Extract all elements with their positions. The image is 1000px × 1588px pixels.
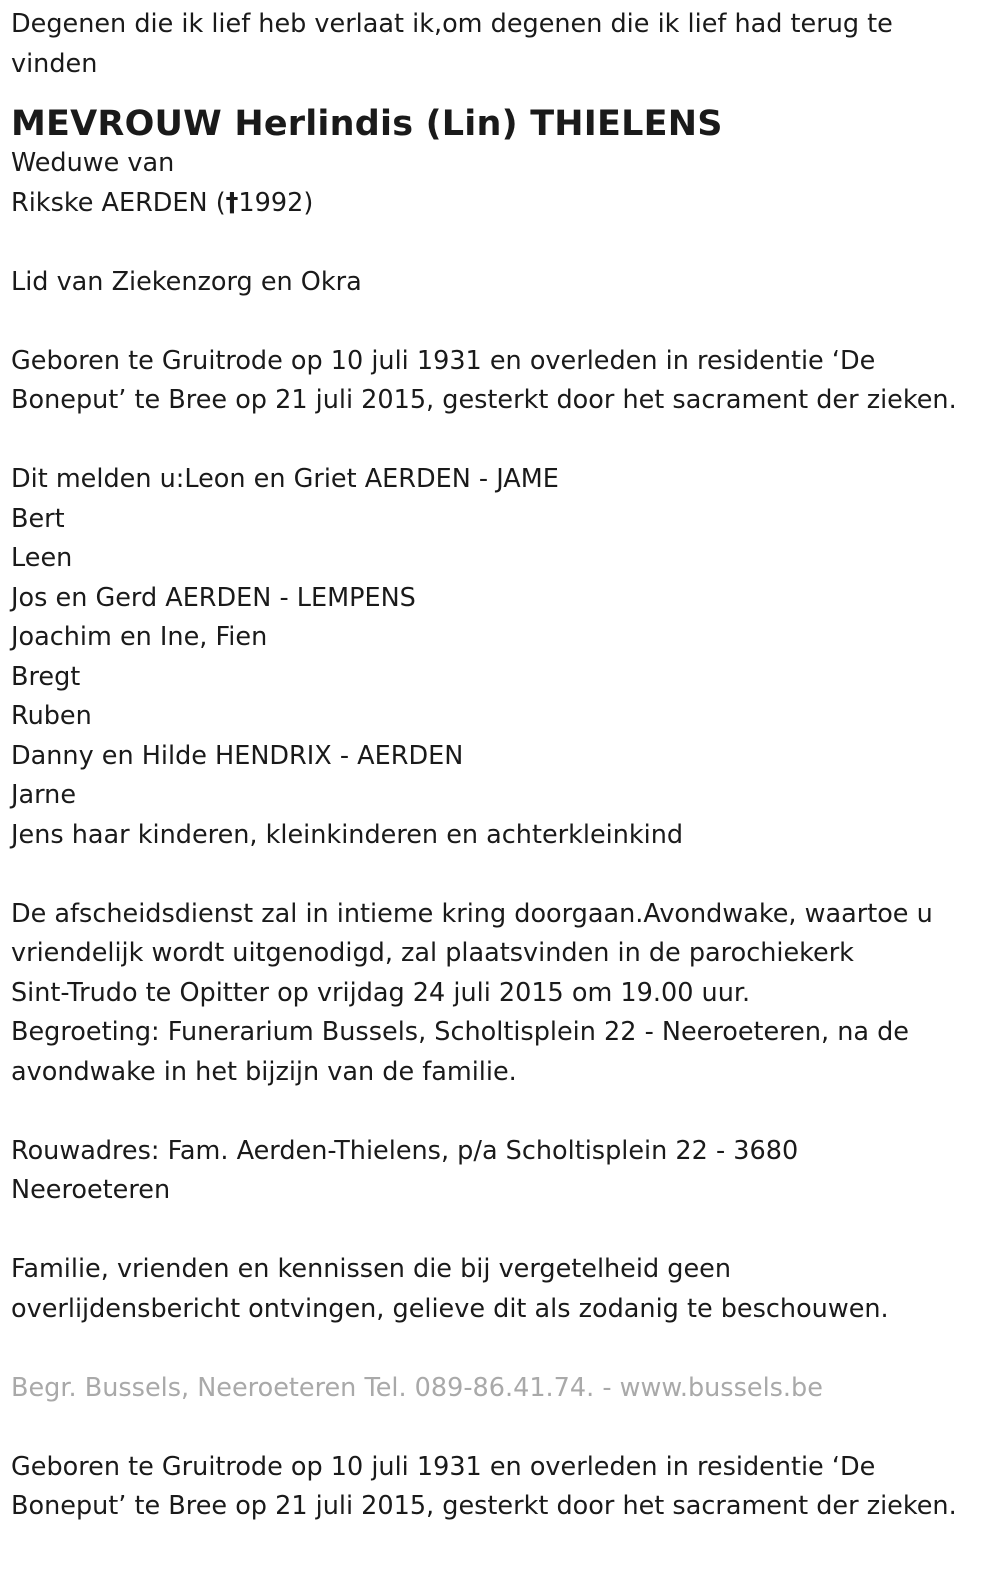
service-line-3: Sint-Trudo te Opitter op vrijdag 24 juli 2015 om 19.00 uur. bbox=[11, 977, 751, 1008]
spacer bbox=[11, 302, 986, 342]
service-line-1: De afscheidsdienst zal in intieme kring doorgaan.Avondwake, waartoe u bbox=[11, 898, 933, 929]
notice-line-2: overlijdensbericht ontvingen, gelieve dit als zodanig te beschouwen. bbox=[11, 1293, 889, 1324]
cross-icon: † bbox=[225, 187, 239, 218]
spouse-line bbox=[11, 184, 986, 224]
obituary-document bbox=[11, 5, 986, 1527]
funeral-home-footer: Begr. Bussels, Neeroeteren Tel. 089-86.41.74. - www.bussels.be bbox=[11, 1372, 823, 1403]
spacer bbox=[11, 1329, 986, 1369]
family-line: Dit melden u:Leon en Griet AERDEN - JAME bbox=[11, 464, 559, 494]
family-line: Danny en Hilde HENDRIX - AERDEN bbox=[11, 740, 464, 771]
family-line: Jens haar kinderen, kleinkinderen en achterkleinkind bbox=[11, 819, 684, 850]
family-line: Bregt bbox=[11, 661, 81, 692]
family-line: Joachim en Ine, Fien bbox=[11, 622, 268, 652]
membership: Lid van Ziekenzorg en Okra bbox=[11, 266, 362, 297]
motto-line-2: vinden bbox=[11, 48, 98, 79]
spacer bbox=[11, 223, 986, 263]
service-line-4: Begroeting: Funerarium Bussels, Scholtisplein 22 - Neeroeteren, na de bbox=[11, 1017, 909, 1047]
spacer bbox=[11, 1408, 986, 1448]
service-line-5: avondwake in het bijzijn van de familie. bbox=[11, 1056, 517, 1087]
motto-line-1: Degenen die ik lief heb verlaat ik,om degenen die ik lief had terug te bbox=[11, 9, 893, 39]
service-line-2: vriendelijk wordt uitgenodigd, zal plaatsvinden in de parochiekerk bbox=[11, 938, 854, 968]
family-line: Bert bbox=[11, 503, 65, 534]
address-line-2: Neeroeteren bbox=[11, 1175, 171, 1205]
family-line: Jos en Gerd AERDEN - LEMPENS bbox=[11, 582, 416, 613]
birth-death-repeat-line-2: Boneput’ te Bree op 21 juli 2015, gesterkt door het sacrament der zieken. bbox=[11, 1491, 957, 1521]
deceased-name: MEVROUW Herlindis (Lin) THIELENS bbox=[11, 104, 723, 144]
birth-death-line-2: Boneput’ te Bree op 21 juli 2015, gesterkt door het sacrament der zieken. bbox=[11, 385, 957, 415]
widow-label: Weduwe van bbox=[11, 148, 175, 178]
spacer bbox=[11, 1211, 986, 1251]
birth-death-line-1: Geboren te Gruitrode op 10 juli 1931 en overleden in residentie ‘De bbox=[11, 345, 876, 376]
birth-death-repeat-line-1: Geboren te Gruitrode op 10 juli 1931 en overleden in residentie ‘De bbox=[11, 1451, 876, 1482]
family-line: Leen bbox=[11, 543, 73, 573]
family-line: Ruben bbox=[11, 701, 92, 731]
spacer bbox=[11, 1092, 986, 1132]
spacer bbox=[11, 855, 986, 895]
notice-line-1: Familie, vrienden en kennissen die bij vergetelheid geen bbox=[11, 1254, 731, 1284]
address-line-1: Rouwadres: Fam. Aerden-Thielens, p/a Scholtisplein 22 - 3680 bbox=[11, 1135, 799, 1166]
spouse-name: Rikske AERDEN ( bbox=[11, 187, 226, 218]
family-line: Jarne bbox=[11, 780, 77, 810]
spouse-death-year: 1992) bbox=[238, 187, 314, 218]
spacer bbox=[11, 421, 986, 461]
